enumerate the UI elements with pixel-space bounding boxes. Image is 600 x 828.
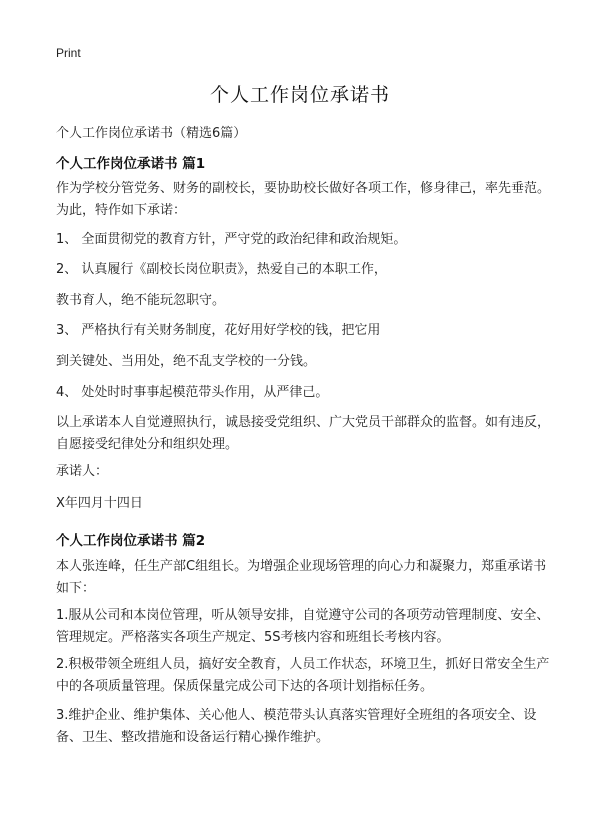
document-title: 个人工作岗位承诺书	[209, 84, 390, 106]
section-heading-1: 个人工作岗位承诺书 篇1	[56, 156, 206, 172]
section-1-closing: 以上承诺本人自觉遵照执行，诚恳接受党组织、广大党员干部群众的监督。如有违反，自愿接受纪律处分和组织处理。	[56, 415, 551, 452]
section-heading-2: 个人工作岗位承诺书 篇2	[56, 533, 206, 549]
document-subtitle: 个人工作岗位承诺书（精选6篇）	[56, 126, 247, 141]
section-1-item-3-cont: 到关键处、当用处，绝不乱支学校的一分钱。	[56, 354, 317, 369]
section-1-signer-label: 承诺人：	[56, 464, 109, 479]
section-1-date: X年四月十四日	[56, 496, 143, 511]
section-1-item-4: 4、 处处时时事事起模范带头作用，从严律己。	[56, 385, 329, 400]
section-1-item-2: 2、 认真履行《副校长岗位职责》，热爱自己的本职工作，	[56, 262, 387, 277]
section-2-item-1: 1.服从公司和本岗位管理，听从领导安排，自觉遵守公司的各项劳动管理制度、安全、管理规定。严格落实各项生产规定、5S考核内容和班组长考核内容。	[56, 608, 550, 645]
section-1-item-3: 3、 严格执行有关财务制度，花好用好学校的钱，把它用	[56, 323, 381, 338]
section-2-item-2: 2.积极带领全班组人员，搞好安全教育，人员工作状态，环境卫生，抓好日常安全生产中的各项质量管理。保质保量完成公司下达的各项计划指标任务。	[56, 657, 550, 694]
section-2-paragraph-intro: 本人张连峰，任生产部C组组长。为增强企业现场管理的向心力和凝聚力，郑重承诺书如下：	[56, 559, 547, 596]
section-2-item-3: 3.维护企业、维护集体、关心他人、模范带头认真落实管理好全班组的各项安全、设备、卫生、整改措施和设备运行精心操作维护。	[56, 708, 537, 745]
section-1-item-2-cont: 教书育人，绝不能玩忽职守。	[56, 293, 226, 308]
print-label[interactable]: Print	[56, 46, 81, 60]
section-1-paragraph-intro: 作为学校分管党务、财务的副校长，要协助校长做好各项工作，修身律己，率先垂范。为此，特作如下承诺：	[56, 181, 551, 218]
section-1-item-1: 1、 全面贯彻党的教育方针，严守党的政治纪律和政治规矩。	[56, 232, 407, 247]
